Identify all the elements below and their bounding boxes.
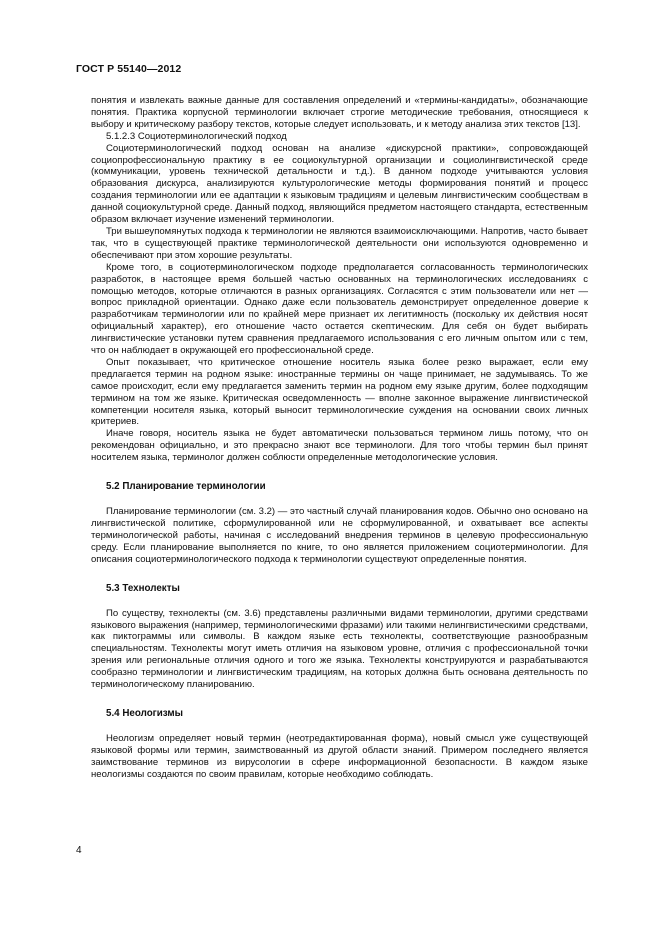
section-text-planning: Планирование терминологии (см. 3.2) — это частный случай планирования кодов. Обычно оно основано на лингвистической политике, сформулированной или не сформулированной, и охватывает все аспекты терминологической работы, начиная с исследований внедрения терминов в целевую профессиональную среду. Если планирование выполняется по книге, то оно является приложением социотерминологии. Для описания социотерминологического подхода к терминологии существуют определенные понятия. — [91, 506, 588, 565]
section-heading-planning: 5.2 Планирование терминологии — [106, 481, 266, 493]
section-text-neologisms: Неологизм определяет новый термин (неотредактированная форма), новый смысл уже существующей языковой формы или термин, заимствованный из другой области знаний. Примером последнего является заимствование терминов из вирусологии в сфере информационной безопасности. В каждом языке неологизмы создаются по своим правилам, которые необходимо соблюдать. — [91, 732, 588, 780]
subsection-heading: 5.1.2.3 Социотерминологический подход — [106, 130, 287, 142]
paragraph-intro: понятия и извлекать важные данные для составления определений и «термины-кандидаты», обозначающие понятия. Практика корпусной терминологии включает строгие методические требования, относящиеся к выбору и критическому разбору текстов, которые следует использовать, и к методу анализа этих текстов [13]. — [91, 95, 588, 130]
section-heading-technolects: 5.3 Технолекты — [106, 582, 180, 594]
page-number: 4 — [76, 845, 82, 856]
section-text-technolects: По существу, технолекты (см. 3.6) представлены различными видами терминологии, другими средствами языкового выражения (например, терминологическими фразами) или такими нелингвистическими средствами, как пиктограммы или символы. В каждом языке есть технолекты, соответствующие разнообразным специальностям. Технолекты могут иметь отличия на языковом уровне, отличия с профессиональной точки зрения или региональные отличия одного и того же языка. Технолекты конструируются и разрабатываются сообразно терминологии и лингвистическим традициям, на которых должна быть основана деятельность по терминологическому планированию. — [91, 607, 588, 691]
paragraph: Иначе говоря, носитель языка не будет автоматически пользоваться термином лишь потому, что он рекомендован официально, и это прекрасно знают все терминологи. Для того чтобы термин был принят носителем языка, терминолог должен соблюсти определенные методологические условия. — [91, 428, 588, 464]
paragraph: Кроме того, в социотерминологическом подходе предполагается согласованность терминологических разработок, в настоящее время большей частью основанных на терминологических исследованиях с помощью методов, которые отличаются в разных организациях. Согласятся с этим пользователи или нет — вопрос прикладной ориентации. Однако даже если пользователь демонстрирует определенное доверие к разработчикам терминологии или по крайней мере признает их легитимность (поскольку их действия носят официальный характер), его отношение часто остается скептическим. Для себя он будет выбирать лингвистические установки путем сравнения предлагаемого использования с его личным опытом или с тем, что он наблюдает в окружающей его профессиональной среде. — [91, 261, 588, 357]
paragraph: Три вышеупомянутых подхода к терминологии не являются взаимоисключающими. Напротив, часто бывает так, что в существующей практике терминологической деятельности они используются одновременно и обеспечивают при этом хорошие результаты. — [91, 225, 588, 261]
section-heading-neologisms: 5.4 Неологизмы — [106, 707, 184, 719]
document-body — [91, 95, 588, 781]
paragraph: Опыт показывает, что критическое отношение носитель языка более резко выражает, если ему предлагается термин на родном языке: иностранные термины он чаще принимает, не задумываясь. То же самое происходит, если ему предлагается заменить термин на родном ему языке другим, более подходящим термином на том же языке. Критическая осведомленность — вполне законное выражение лингвистической компетенции носителя языка, который выносит терминологические суждения на основании своих личных критериев. — [91, 356, 588, 428]
document-header: ГОСТ Р 55140—2012 — [76, 63, 182, 75]
paragraph: Социотерминологический подход основан на анализе «дискурсной практики», сопровождающей социопрофессиональную практику в ее социокультурной организации и социолингвистической среде (коммуникации, уровень технической детальности и т.д.). В данном подходе учитываются условия образования дискурса, анализируются культурологические методы формирования понятий и процесс создания терминологии или ее адаптации к языковым традициям и целевым лингвистическим сообществам в данной социокультурной среде. Данный подход, являющийся предметом настоящего стандарта, естественным образом включает изучение изменений терминологии. — [91, 142, 588, 226]
